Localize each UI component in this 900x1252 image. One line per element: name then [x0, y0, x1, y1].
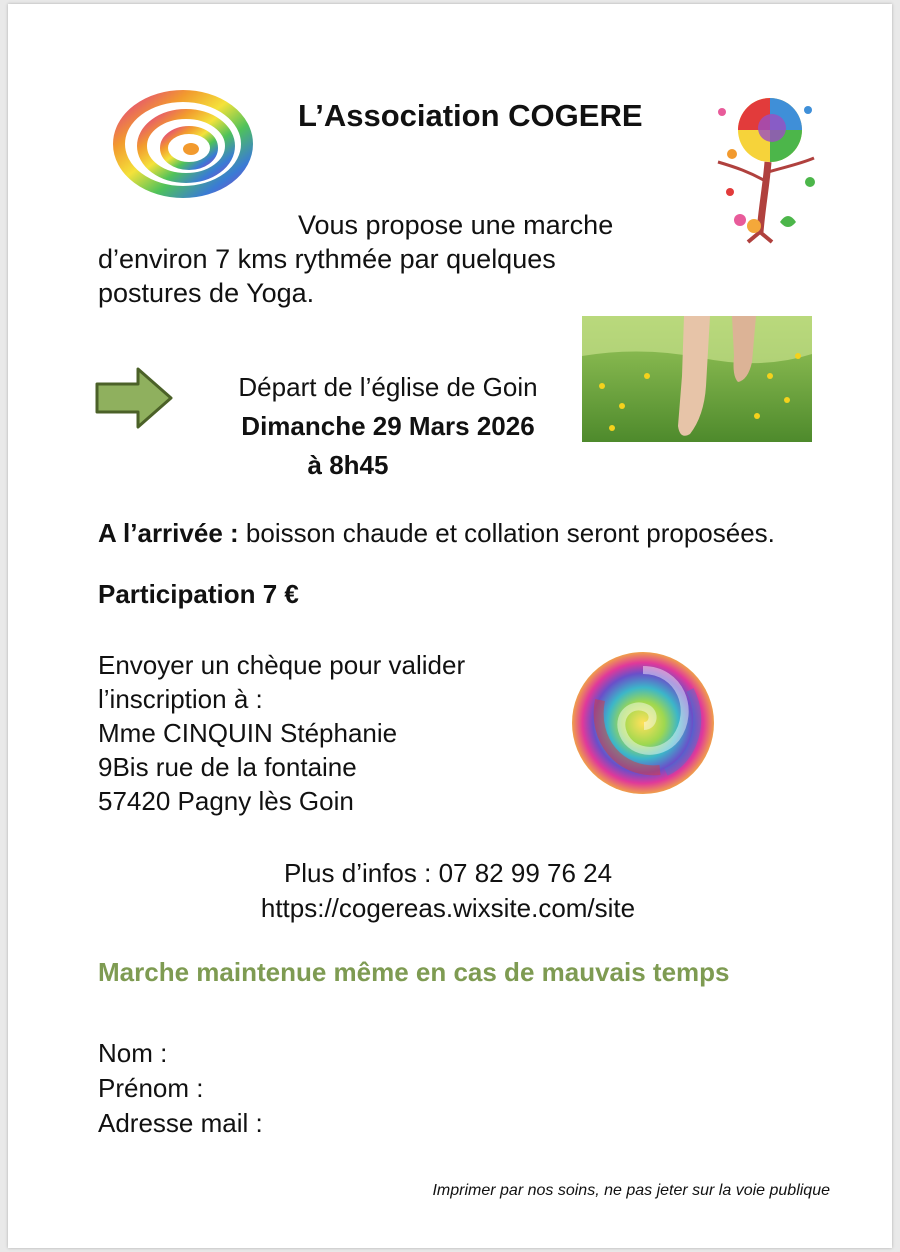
rainbow-tree-icon [710, 92, 820, 244]
form-prenom-label: Prénom : [98, 1073, 204, 1103]
intro-paragraph [98, 208, 658, 310]
participation-price: Participation 7 € [98, 579, 299, 609]
registration-line-2: l’inscription à : [98, 684, 263, 714]
rainbow-swirl-ball-icon [570, 650, 716, 796]
registration-line-1: Envoyer un chèque pour valider [98, 650, 466, 680]
weather-notice: Marche maintenue même en cas de mauvais temps [98, 957, 730, 987]
registration-city: 57420 Pagny lès Goin [98, 786, 354, 816]
departure-time: à 8h45 [307, 450, 389, 480]
page-title: L’Association COGERE [298, 98, 643, 133]
intro-line-2: d’environ 7 kms rythmée par quelques [98, 244, 556, 274]
arrival-label: A l’arrivée : [98, 518, 239, 548]
registration-name: Mme CINQUIN Stéphanie [98, 718, 398, 748]
footer-note: Imprimer par nos soins, ne pas jeter sur la voie publique [432, 1182, 830, 1199]
form-nom-label: Nom : [98, 1038, 168, 1068]
departure-block [158, 368, 618, 485]
registration-street: 9Bis rue de la fontaine [98, 752, 357, 782]
spiral-logo-icon [112, 90, 254, 198]
info-block [168, 856, 728, 926]
arrival-line [98, 518, 775, 549]
departure-place: Départ de l’église de Goin [238, 372, 538, 402]
form-email-label: Adresse mail : [98, 1108, 263, 1138]
flyer-page [8, 4, 892, 1248]
registration-block [98, 648, 465, 818]
departure-date: Dimanche 29 Mars 2026 [241, 411, 535, 441]
info-phone: Plus d’infos : 07 82 99 76 24 [283, 858, 613, 888]
info-website-link[interactable]: https://cogereas.wixsite.com/site [260, 893, 636, 923]
intro-line-1: Vous propose une marche [298, 210, 614, 240]
arrival-text: boisson chaude et collation seront proposées. [238, 518, 775, 548]
intro-line-3: postures de Yoga. [98, 278, 315, 308]
registration-form [98, 1036, 263, 1141]
